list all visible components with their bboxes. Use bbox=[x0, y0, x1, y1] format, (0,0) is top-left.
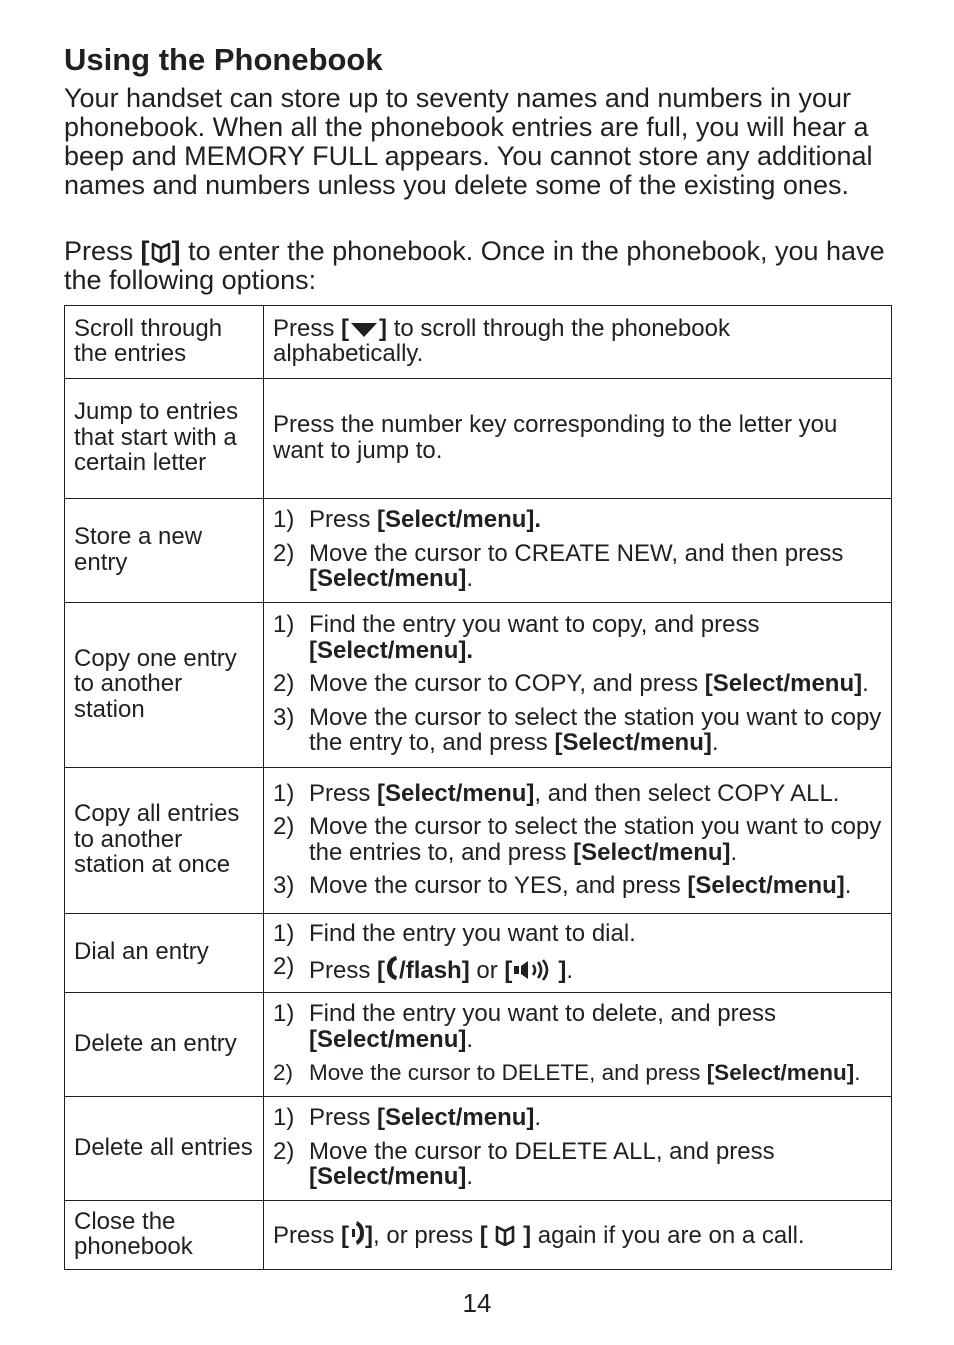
talk-flash-icon bbox=[385, 954, 399, 982]
speaker-icon bbox=[512, 958, 558, 982]
list-item bbox=[273, 507, 883, 533]
step-number: 2) bbox=[273, 813, 295, 840]
step-text: Move the cursor to select the station you want to copy the entries to, and press bbox=[309, 813, 882, 866]
option-label: Copy one entry to another station bbox=[65, 603, 264, 768]
step-number: 1) bbox=[273, 919, 295, 947]
list-item bbox=[273, 781, 883, 807]
list-item bbox=[273, 814, 883, 865]
intro-paragraph: Your handset can store up to seventy names and numbers in your phonebook. When all the phonebook entries are full, you will hear a beep and MEMORY FULL appears. You cannot store any additional names and numbers unless you delete some of the existing ones. bbox=[64, 83, 873, 200]
step-text: Find the entry you want to dial. bbox=[309, 919, 636, 947]
step-text: . bbox=[566, 957, 574, 984]
step-text: Press bbox=[309, 779, 378, 807]
step-number: 3) bbox=[273, 872, 295, 899]
step-number: 1) bbox=[273, 611, 295, 639]
step-text: or bbox=[476, 957, 498, 984]
step-text: Move the cursor to COPY, and press bbox=[309, 670, 705, 698]
table-row bbox=[65, 603, 892, 768]
select-menu-key: [Select/menu] bbox=[309, 1163, 467, 1191]
table-row bbox=[65, 768, 892, 914]
step-text: Press bbox=[309, 957, 371, 984]
list-item bbox=[273, 671, 883, 697]
step-number: 1) bbox=[273, 779, 295, 807]
option-description: Press [ ] to scroll through the phonebook alphabetically. bbox=[264, 306, 892, 379]
table-row bbox=[65, 1201, 892, 1270]
phonebook-icon bbox=[150, 241, 172, 263]
step-text: Move the cursor to DELETE ALL, and press bbox=[309, 1137, 775, 1165]
step-text: Move the cursor to YES, and press bbox=[309, 872, 688, 899]
step-number: 1) bbox=[273, 1000, 295, 1028]
press-rest: to enter the phonebook. Once in the phonebook, you have the following options: bbox=[64, 236, 885, 295]
step-text: Move the cursor to CREATE NEW, and then press bbox=[309, 539, 844, 567]
step-text: . bbox=[711, 729, 719, 757]
list-item bbox=[273, 541, 883, 592]
phonebook-icon bbox=[494, 1224, 516, 1246]
option-label: Scroll through the entries bbox=[65, 306, 264, 379]
select-menu-key: [Select/menu] bbox=[687, 872, 845, 899]
table-row bbox=[65, 379, 892, 499]
off-icon bbox=[349, 1219, 365, 1247]
step-number: 2) bbox=[273, 539, 295, 567]
press-paragraph: Press [ ] to enter the phonebook. Once in the phonebook, you have the following options: bbox=[64, 236, 885, 295]
table-row bbox=[65, 993, 892, 1097]
step-text: Find the entry you want to copy, and press bbox=[309, 611, 760, 639]
option-label: Dial an entry bbox=[65, 914, 264, 993]
step-text: . bbox=[466, 565, 474, 593]
step-number: 2) bbox=[273, 1060, 294, 1086]
list-item bbox=[273, 873, 883, 899]
select-menu-key: [Select/menu] bbox=[309, 565, 467, 593]
step-number: 1) bbox=[273, 506, 295, 534]
step-number: 3) bbox=[273, 703, 295, 731]
option-label: Delete an entry bbox=[65, 993, 264, 1097]
flash-key: /flash] bbox=[399, 957, 470, 984]
desc-text: , or press bbox=[373, 1222, 474, 1250]
desc-text: to scroll through the phonebook alphabetically. bbox=[273, 314, 730, 367]
list-item bbox=[273, 705, 883, 756]
select-menu-key: [Select/menu] bbox=[309, 1025, 467, 1053]
step-text: . bbox=[862, 670, 869, 698]
step-number: 2) bbox=[273, 670, 295, 698]
step-text: Press bbox=[309, 1104, 378, 1132]
select-menu-key: [Select/menu] bbox=[554, 729, 712, 757]
page-heading: Using the Phonebook bbox=[64, 42, 383, 77]
page-number: 14 bbox=[462, 1288, 492, 1318]
step-text: . bbox=[844, 872, 852, 899]
select-menu-key: [Select/menu] bbox=[573, 838, 731, 866]
desc-text: Press bbox=[273, 314, 335, 342]
option-description bbox=[264, 603, 892, 768]
list-item bbox=[273, 1139, 883, 1190]
table-row bbox=[65, 914, 892, 993]
option-description bbox=[264, 768, 892, 914]
down-arrow-icon bbox=[349, 318, 379, 340]
step-text: . bbox=[730, 838, 738, 866]
list-item: 2) Press [ /flash] or [ ]. bbox=[273, 953, 574, 984]
table-row bbox=[65, 499, 892, 603]
select-menu-key: [Select/menu] bbox=[377, 1104, 535, 1132]
table-row bbox=[65, 1097, 892, 1201]
step-text: . bbox=[534, 1104, 542, 1132]
step-text: . bbox=[854, 1060, 861, 1086]
step-text: , and then select COPY ALL. bbox=[534, 779, 840, 807]
select-menu-key: [Select/menu] bbox=[377, 779, 535, 807]
select-menu-key: [Select/menu] bbox=[704, 670, 863, 698]
option-label: Store a new entry bbox=[65, 499, 264, 603]
list-item bbox=[273, 1001, 883, 1052]
list-item bbox=[273, 1060, 883, 1086]
select-menu-key: [Select/menu] bbox=[706, 1060, 855, 1086]
desc-text: again if you are on a call. bbox=[537, 1222, 805, 1250]
step-text: Move the cursor to DELETE, and press bbox=[309, 1060, 707, 1086]
option-description: Press [ ], or press [ ] again if you are on a call. bbox=[264, 1201, 892, 1270]
step-text: Move the cursor to select the station you want to copy the entry to, and press bbox=[309, 703, 882, 757]
option-label: Delete all entries bbox=[65, 1097, 264, 1201]
list-item bbox=[273, 1105, 883, 1131]
option-label: Copy all entries to another station at once bbox=[65, 768, 264, 914]
step-text: Press bbox=[309, 506, 378, 534]
step-number: 2) bbox=[273, 953, 295, 980]
option-description bbox=[264, 914, 892, 993]
desc-text: Press bbox=[273, 1222, 335, 1250]
option-description bbox=[264, 499, 892, 603]
select-menu-key: [Select/menu]. bbox=[377, 506, 542, 534]
table-row bbox=[65, 306, 892, 379]
options-table bbox=[64, 305, 892, 1270]
press-word: Press bbox=[64, 236, 134, 266]
step-text: Find the entry you want to delete, and press bbox=[309, 1000, 776, 1028]
option-description bbox=[264, 993, 892, 1097]
step-number: 2) bbox=[273, 1137, 295, 1165]
step-text: . bbox=[466, 1025, 474, 1053]
option-label: Jump to entries that start with a certain letter bbox=[65, 379, 264, 499]
step-text: . bbox=[466, 1163, 474, 1191]
option-description: Press the number key corresponding to the letter you want to jump to. bbox=[264, 379, 892, 499]
list-item bbox=[273, 921, 883, 947]
option-description bbox=[264, 1097, 892, 1201]
list-item bbox=[273, 612, 883, 663]
select-menu-key: [Select/menu]. bbox=[309, 636, 474, 664]
step-number: 1) bbox=[273, 1104, 295, 1132]
option-label: Close the phonebook bbox=[65, 1201, 264, 1270]
